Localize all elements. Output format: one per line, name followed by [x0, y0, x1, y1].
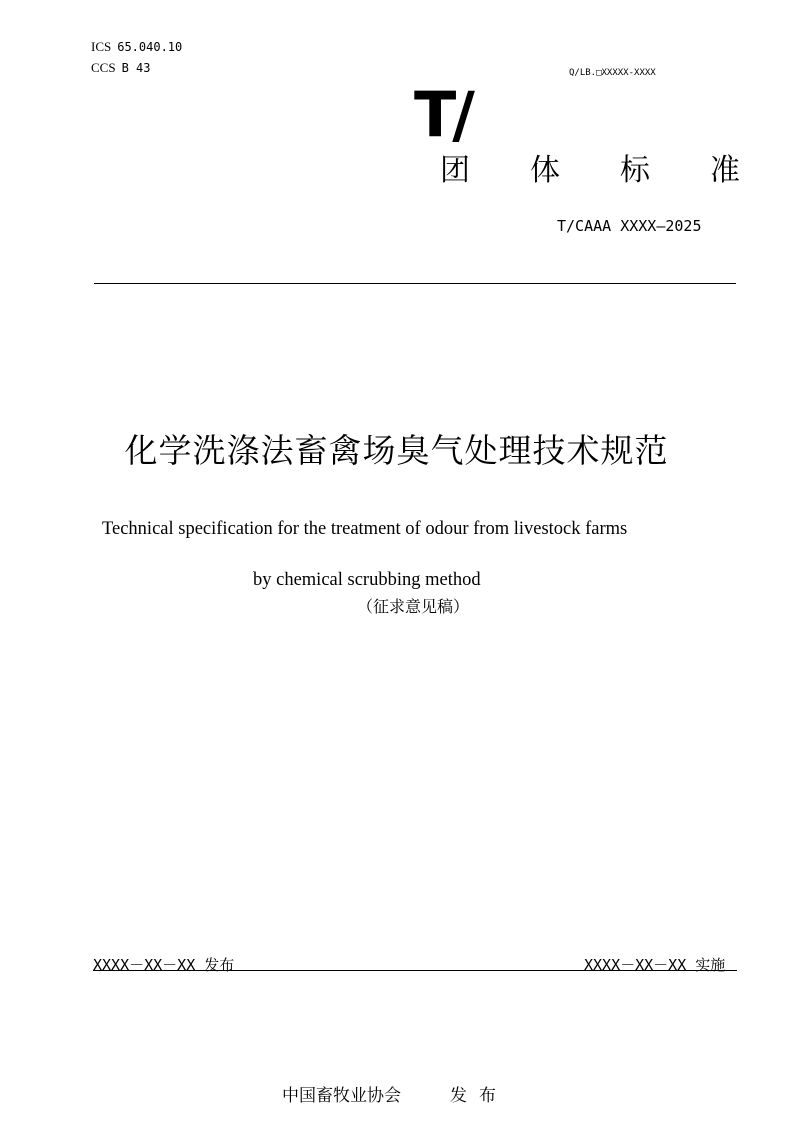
standard-type-char: 准 — [710, 153, 740, 188]
draft-status-note: （征求意见稿） — [357, 597, 470, 616]
document-title-english-line1: Technical specification for the treatment of odour from livestock farms — [102, 519, 628, 539]
standard-type-char: 团 — [440, 153, 470, 188]
publish-date: XXXX－XX－XX 发布 — [93, 956, 235, 974]
standard-type-char: 标 — [620, 153, 650, 188]
publisher-name: 中国畜牧业协会 — [282, 1086, 401, 1106]
footer-divider — [93, 970, 737, 971]
standard-number: T/CAAA XXXX—2025 — [557, 217, 702, 235]
filing-code: Q/LB.□XXXXX-XXXX — [569, 68, 656, 78]
group-standard-logo: T/ — [414, 78, 471, 151]
document-title-chinese: 化学洗涤法畜禽场臭气处理技术规范 — [124, 431, 669, 470]
ics-value: 65.040.10 — [117, 40, 183, 54]
standard-type-char: 体 — [530, 153, 560, 188]
header-divider — [94, 283, 736, 284]
ccs-code — [91, 61, 150, 75]
ics-label: ICS — [91, 39, 112, 54]
publish-label: 发布 — [450, 1086, 508, 1106]
document-title-english-line2: by chemical scrubbing method — [253, 570, 481, 590]
standard-type-heading — [440, 153, 740, 189]
ics-code — [91, 40, 182, 54]
implement-date: XXXX－XX－XX 实施 — [584, 956, 726, 974]
ccs-value: B 43 — [121, 61, 151, 75]
ccs-label: CCS — [91, 60, 116, 75]
